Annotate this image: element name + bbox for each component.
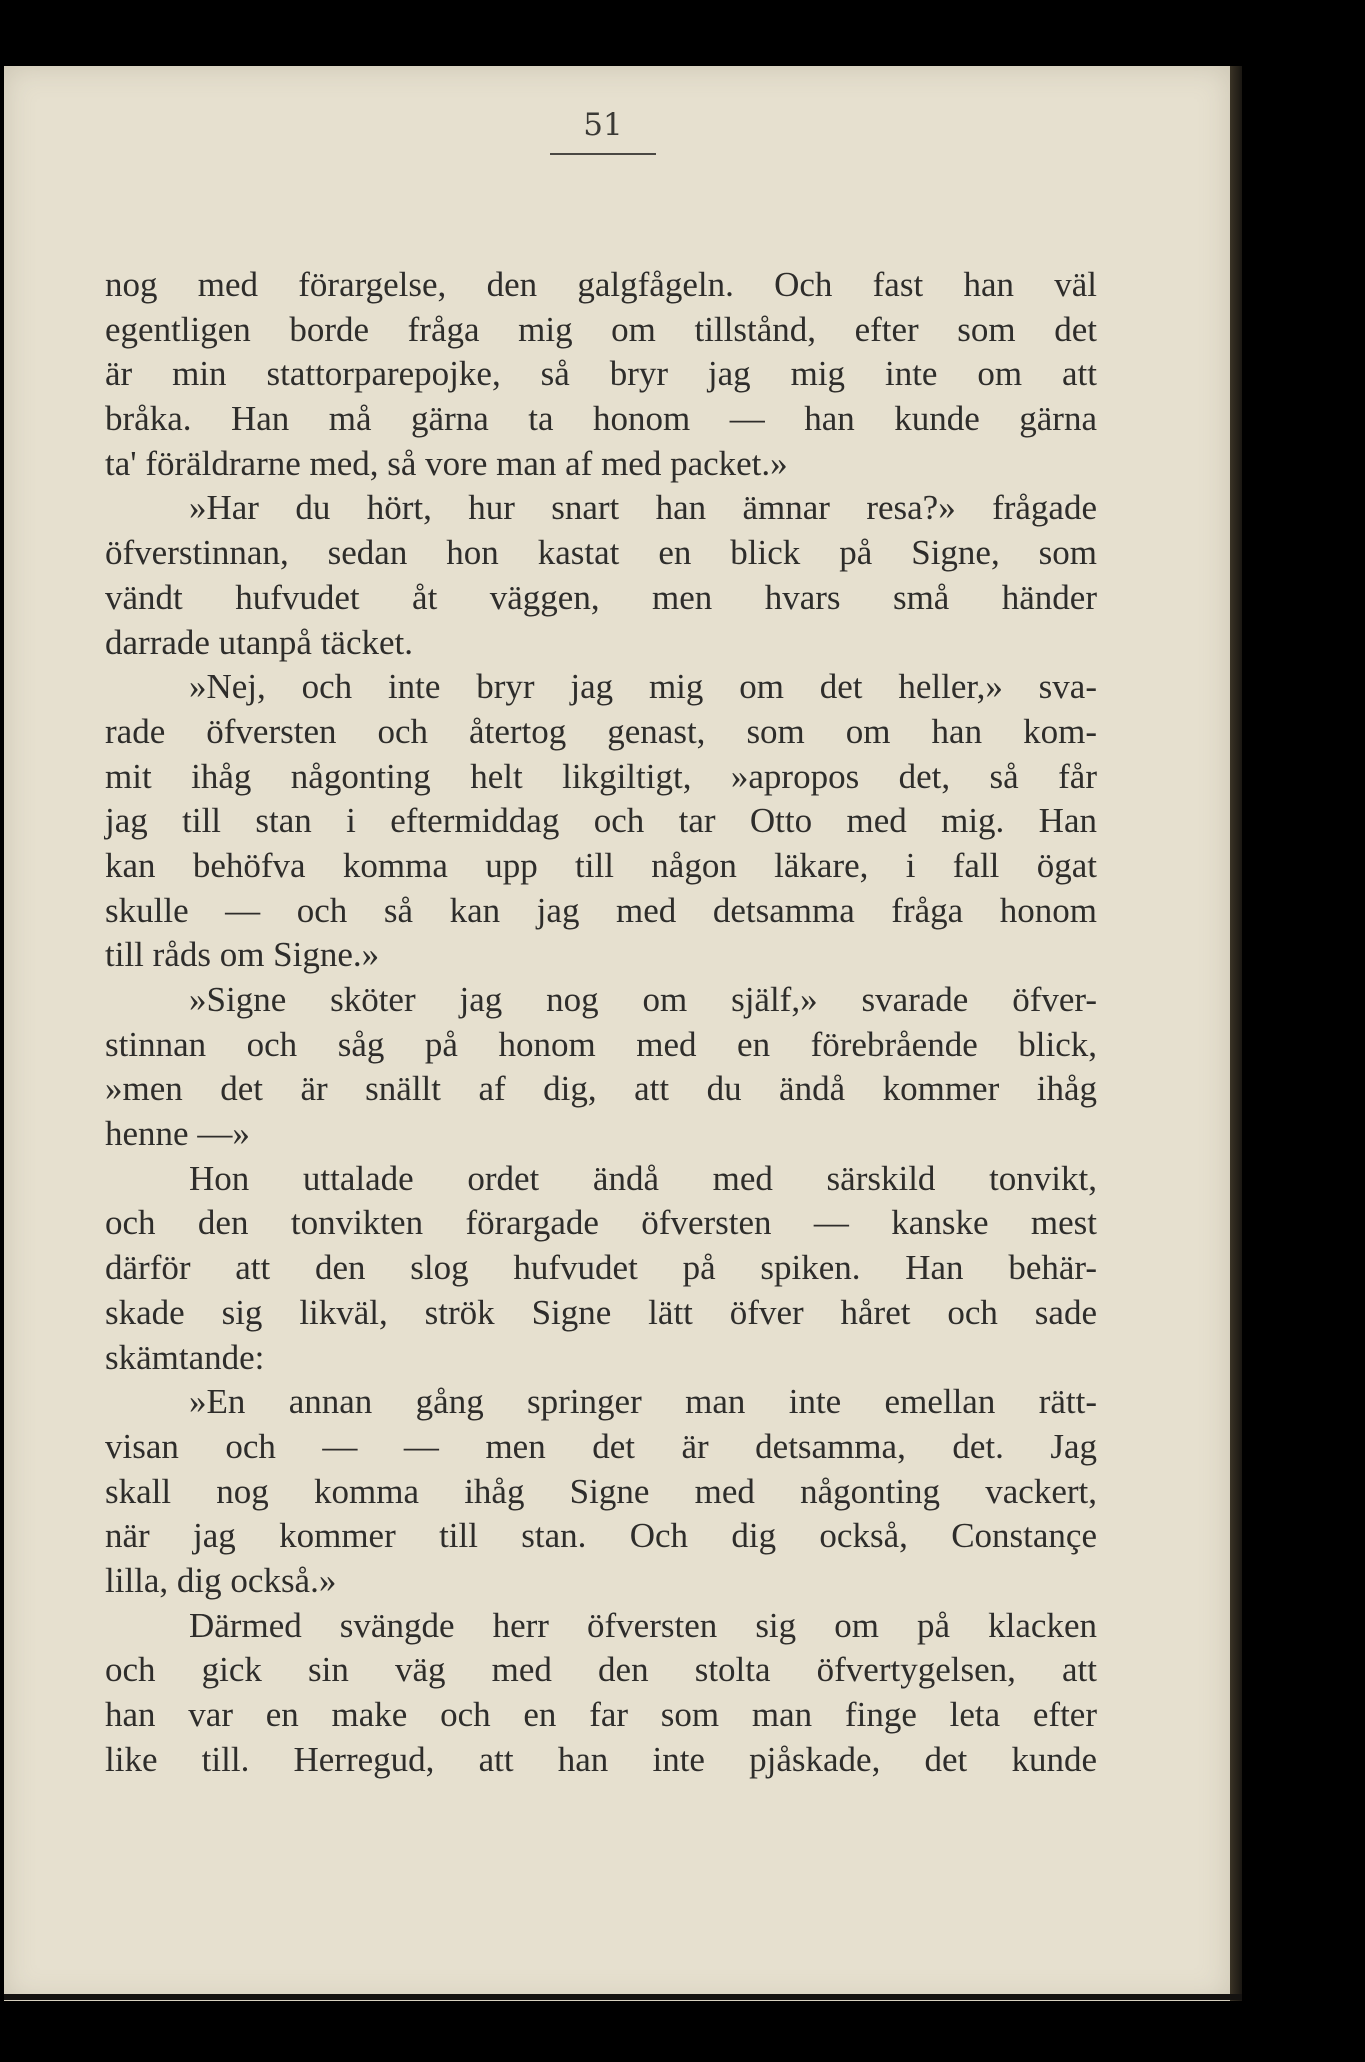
text-line: »Nej, och inte bryr jag mig om det heller,» sva- (189, 667, 1097, 707)
text-line: mit ihåg någonting helt likgiltigt, »apropos det, så får (105, 756, 1097, 796)
text-line: lilla, dig också.» (105, 1560, 337, 1600)
text-line: »men det är snällt af dig, att du ändå kommer ihåg (105, 1069, 1097, 1109)
text-line: kan behöfva komma upp till någon läkare, i fall ögat (105, 845, 1097, 885)
text-line: vändt hufvudet åt väggen, men hvars små händer (105, 577, 1097, 617)
text-line: rade öfversten och återtog genast, som om han kom- (105, 711, 1097, 751)
text-line: bråka. Han må gärna ta honom — han kunde gärna (105, 399, 1097, 439)
text-line: visan och — — men det är detsamma, det. Jag (105, 1426, 1097, 1466)
text-line: like till. Herregud, att han inte pjåskade, det kunde (105, 1739, 1097, 1779)
page-bottom-edge (4, 1994, 1242, 2000)
text-line: jag till stan i eftermiddag och tar Otto med mig. Han (105, 801, 1097, 841)
text-line: »Har du hört, hur snart han ämnar resa?» frågade (189, 488, 1097, 528)
text-line: han var en make och en far som man finge leta efter (105, 1695, 1097, 1734)
text-line: öfverstinnan, sedan hon kastat en blick på Signe, som (105, 533, 1097, 573)
text-line: därför att den slog hufvudet på spiken. Han behär- (105, 1248, 1097, 1288)
text-line: egentligen borde fråga mig om tillstånd, efter som det (105, 309, 1097, 349)
text-line: Hon uttalade ordet ändå med särskild tonvikt, (189, 1158, 1097, 1198)
text-line: skall nog komma ihåg Signe med någonting vackert, (105, 1471, 1097, 1511)
text-line: skade sig likväl, strök Signe lätt öfver håret och sade (105, 1292, 1097, 1332)
text-line: stinnan och såg på honom med en förebrående blick, (105, 1024, 1097, 1064)
text-line: skämtande: (105, 1337, 265, 1377)
page-number-rule (550, 153, 656, 155)
text-line: »En annan gång springer man inte emellan rätt- (189, 1382, 1097, 1422)
page-number: 51 (583, 107, 623, 143)
body-text (105, 263, 1097, 1782)
text-line: Därmed svängde herr öfversten sig om på klacken (189, 1605, 1097, 1645)
text-line: när jag kommer till stan. Och dig också, Constançe (105, 1516, 1097, 1556)
text-line: och den tonvikten förargade öfversten — kanske mest (105, 1203, 1097, 1243)
text-line: ta' föräldrarne med, så vore man af med packet.» (105, 443, 788, 483)
text-line: darrade utanpå täcket. (105, 622, 414, 662)
text-line: »Signe sköter jag nog om själf,» svarade öfver- (189, 980, 1097, 1019)
text-line: henne —» (105, 1114, 250, 1154)
text-line: nog med förargelse, den galgfågeln. Och fast han väl (105, 265, 1097, 304)
text-line: och gick sin väg med den stolta öfvertygelsen, att (105, 1650, 1097, 1690)
page-edge-shadow (1230, 66, 1242, 2001)
text-line: är min stattorparepojke, så bryr jag mig inte om att (105, 354, 1097, 394)
text-line: skulle — och så kan jag med detsamma fråga honom (105, 890, 1097, 930)
text-line: till råds om Signe.» (105, 935, 380, 975)
